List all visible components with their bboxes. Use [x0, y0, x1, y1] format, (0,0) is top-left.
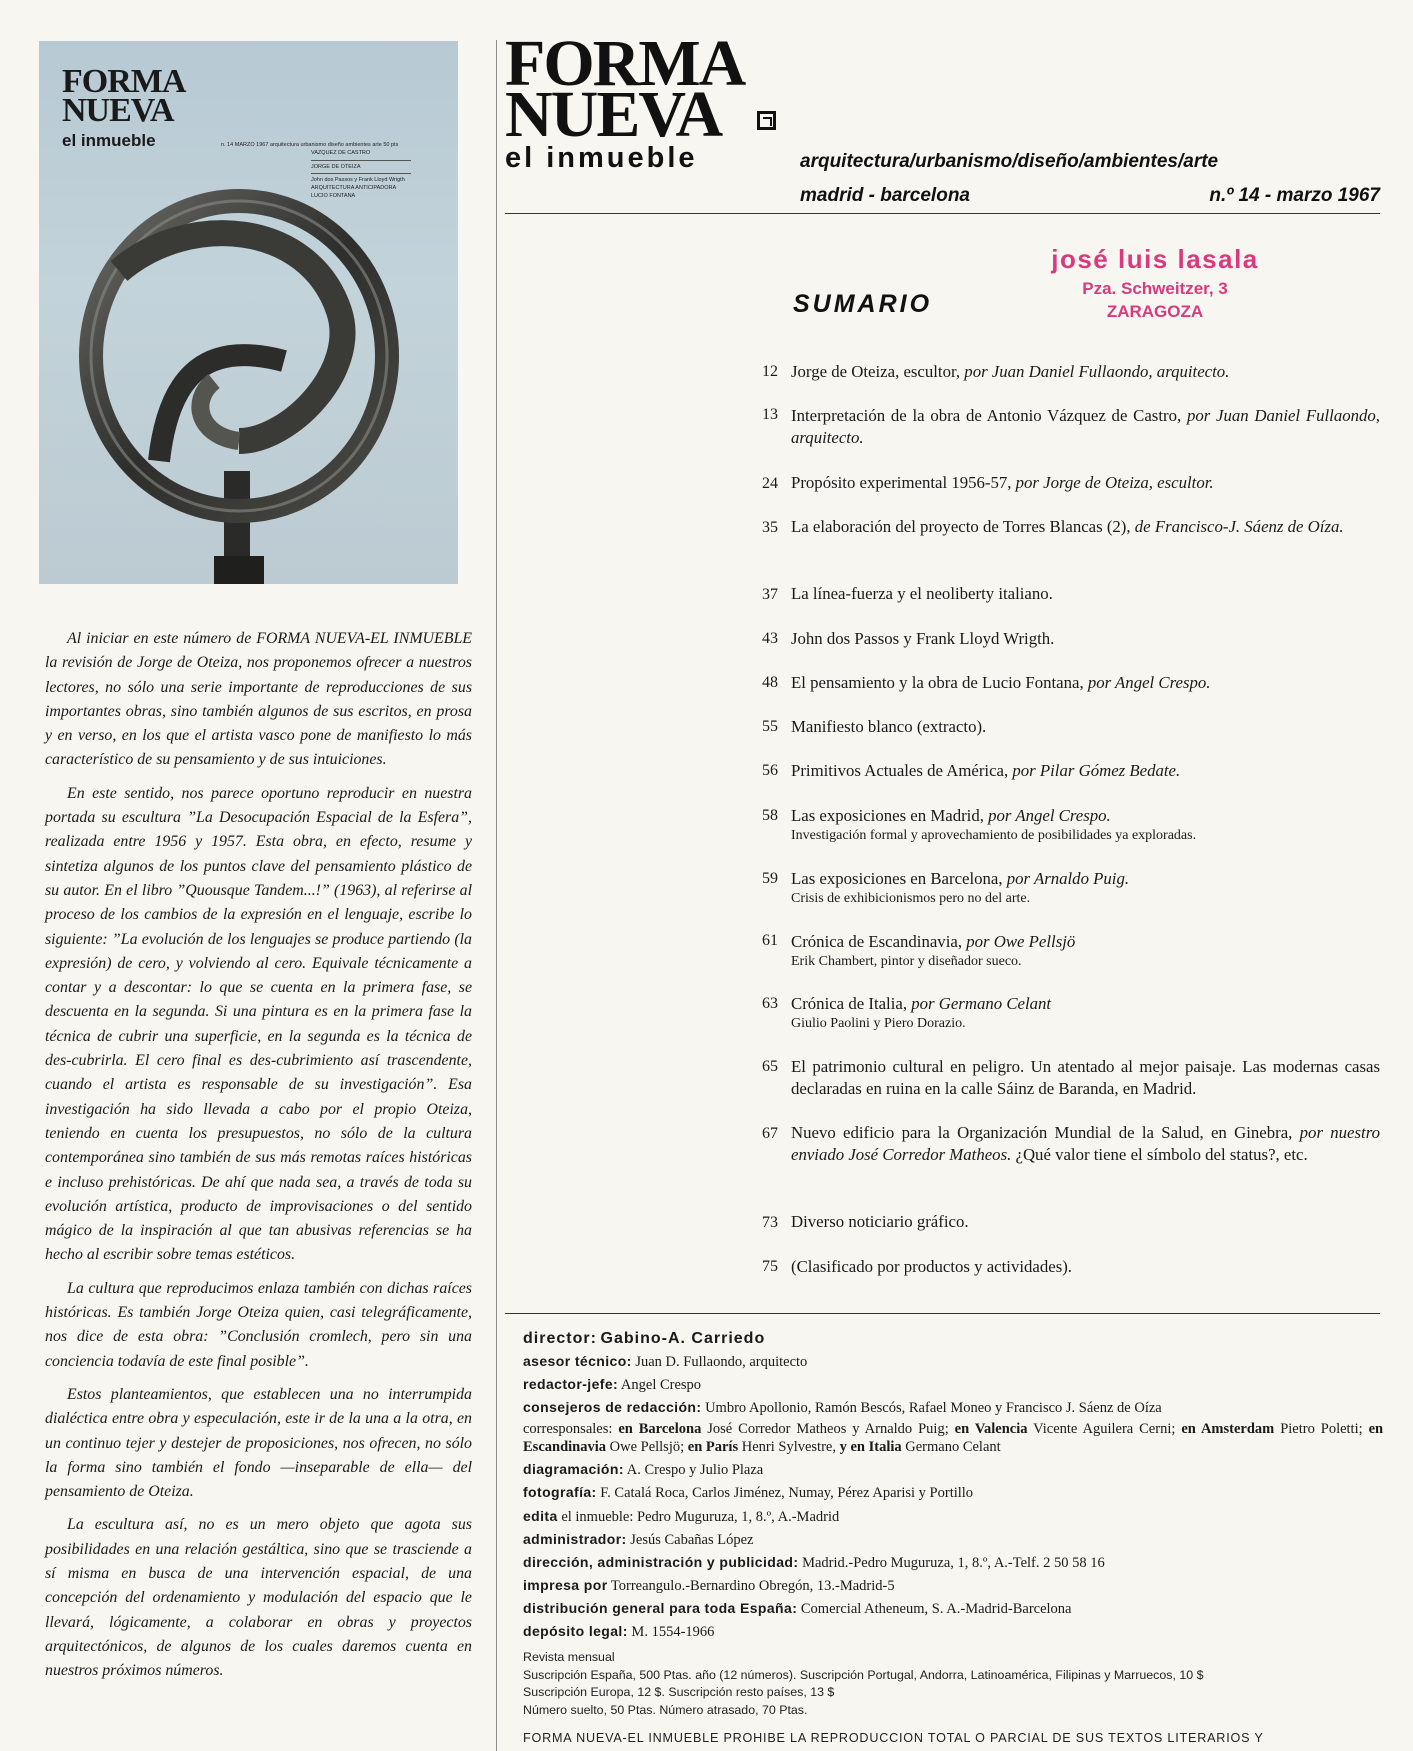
credit-asesor: [523, 1350, 1383, 1373]
cover-meta: [221, 141, 451, 201]
credit-label: redactor-jefe:: [523, 1376, 619, 1393]
toc-page: 43: [762, 630, 778, 647]
credit-corresponsales: [523, 1419, 1383, 1458]
toc-title: Las exposiciones en Barcelona,: [791, 869, 1003, 888]
credit-place: en Escandinavia: [523, 1421, 1384, 1456]
toc-author: por Jorge de Oteiza, escultor.: [1011, 473, 1214, 492]
toc-title: El patrimonio cultural en peligro. Un atentado al mejor paisaje. Las modernas casas declaradas en ruina en la calle Sáinz de Baranda, en Madrid.: [791, 1057, 1380, 1098]
credit-value: Umbro Apollonio, Ramón Bescós, Rafael Moneo y Francisco J. Sáenz de Oíza: [705, 1400, 1162, 1417]
toc-page: 35: [762, 519, 778, 536]
toc-subtitle: Giulio Paolini y Piero Dorazio.: [791, 1016, 966, 1031]
logo-mark-icon: [757, 111, 776, 130]
issue-number: n.º 14 - marzo 1967: [1209, 185, 1380, 206]
staff-credits: [523, 1328, 1383, 1643]
intro-paragraph: En este sentido, nos parece oportuno reproducir en nuestra portada su escultura ”La Desocupación Espacial de la Esfera”, realizada entre 1956 y 1957. Esta obra, en efecto, resume y sintetiza algunos de los puntos clave del pensamiento plástico de su autor. En el libro ”Quousque Tandem...!” (1963), al referirse al proceso de los cambios de la expresión en el lenguaje, escribe lo siguiente: ”La evolución de los lenguajes se produce partiendo (la expresión) de cero, y volviendo al cero. Equivale técnicamente a contar y a descontar: lo que se cuenta en la primera fase, se descuenta en la segunda. Si una pintura es en la primera fase la técnica de cubrir una superficie, en la segunda es la técnica de des-cubrirla. El cero final es des-cubrimiento así trascendente, cuando el artista es responsable de su investigación”. Esa investigación ha sido llevada a cabo por el propio Oteiza, teniendo en cuenta los presupuestos, no sólo de la cultura contemporánea sino también de sus más remotas raíces históricas e incluso prehistóricas. De ahí que nada sea, a través de toda su evolución artística, producto de improvisaciones o del sentido mágico de la inspiración al que tan abusivas referencias se ha hecho al escribir sobre temas estéticos.: [45, 784, 472, 1264]
toc-subtitle: Crisis de exhibicionismos pero no del arte.: [791, 891, 1031, 906]
toc-page: 48: [762, 674, 778, 691]
toc-page: 12: [762, 363, 778, 380]
credit-label: dirección, administración y publicidad:: [523, 1553, 799, 1570]
toc-author: por Pilar Gómez Bedate.: [1008, 761, 1181, 780]
toc-author: por Juan Daniel Fullaondo, arquitecto.: [960, 362, 1230, 381]
cover-logo-line1: FORMA: [62, 63, 186, 100]
masthead-rule: [505, 213, 1380, 214]
credit-value: Henri Sylvestre,: [741, 1439, 836, 1456]
toc-title: La línea-fuerza y el neoliberty italiano.: [791, 584, 1053, 603]
credit-consejeros: [523, 1396, 1383, 1419]
credit-value: A. Crespo y Julio Plaza: [626, 1462, 764, 1479]
toc-page: 63: [762, 995, 778, 1012]
toc-entry: [791, 361, 1380, 383]
toc-title: Nuevo edificio para la Organización Mundial de la Salud, en Ginebra,: [791, 1123, 1293, 1142]
toc-entry: [791, 1056, 1380, 1100]
cover-meta-line: John dos Passos y Frank Lloyd Wrigth: [311, 176, 405, 183]
credit-label: asesor técnico:: [523, 1353, 632, 1370]
intro-text: [45, 627, 472, 1692]
toc-entry: [791, 931, 1380, 971]
toc-entry: [791, 1122, 1380, 1166]
subscription-line: Suscripción España, 500 Ptas. año (12 números). Suscripción Portugal, Andorra, Latinoamérica, Filipinas y Marruecos, 10 $: [523, 1667, 1204, 1682]
credit-value: F. Catalá Roca, Carlos Jiménez, Numay, Pérez Aparisi y Portillo: [600, 1485, 974, 1502]
credit-value: M. 1554-1966: [631, 1624, 715, 1641]
credit-label: administrador:: [523, 1530, 627, 1547]
stamp-name: josé luis lasala: [1051, 244, 1259, 274]
masthead-logo: [505, 27, 745, 152]
credit-value: Jesús Cabañas López: [630, 1531, 754, 1548]
toc-page: 65: [762, 1058, 778, 1075]
credit-value: Comercial Atheneum, S. A.-Madrid-Barcelona: [800, 1600, 1072, 1617]
column-divider: [496, 40, 497, 1751]
toc-title: John dos Passos y Frank Lloyd Wrigth.: [791, 629, 1055, 648]
credit-label: consejeros de redacción:: [523, 1399, 702, 1416]
credit-place: en París: [687, 1439, 739, 1456]
subscription-line: Suscripción Europa, 12 $. Suscripción resto países, 13 $: [523, 1685, 835, 1700]
credit-label: fotografía:: [523, 1484, 597, 1501]
toc-page: 75: [762, 1258, 778, 1275]
toc-author: por nuestro enviado José Corredor Matheos.: [791, 1123, 1380, 1164]
credit-place: en Valencia: [954, 1421, 1028, 1438]
credit-label: corresponsales:: [523, 1421, 613, 1438]
credit-value: el inmueble: Pedro Muguruza, 1, 8.º, A.-Madrid: [561, 1508, 840, 1525]
credit-value: Angel Crespo: [620, 1377, 702, 1394]
toc-title: Crónica de Italia,: [791, 994, 908, 1013]
credit-label: director:: [523, 1330, 597, 1347]
credit-administrador: [523, 1528, 1383, 1551]
intro-paragraph: La cultura que reproducimos enlaza también con dichas raíces históricas. Es también Jorge Oteiza quien, casi telegráficamente, nos dice de esta obra: ”Conclusión cromlech, pero sin una conciencia todavía de este final posible”.: [45, 1279, 472, 1370]
credit-value: Torreangulo.-Bernardino Obregón, 13.-Madrid-5: [610, 1577, 895, 1594]
cover-logo: [62, 63, 186, 150]
intro-paragraph: Estos planteamientos, que establecen una no interrumpida dialéctica entre obra y especulación, este ir de la una a la otra, en un continuo tejer y destejer de proposiciones, nos ofrecen, no sólo la forma sino también el fondo —inseparable de ella— del pensamiento de Oteiza.: [45, 1385, 472, 1501]
credit-label: diagramación:: [523, 1461, 624, 1478]
credit-diagramacion: [523, 1458, 1383, 1481]
cover-image: [39, 41, 458, 584]
owner-stamp: [1030, 244, 1280, 322]
credit-direccion: [523, 1551, 1383, 1574]
toc-entry: [791, 868, 1380, 908]
sumario-heading: SUMARIO: [793, 290, 933, 318]
toc-author: por Arnaldo Puig.: [1002, 869, 1130, 888]
logo-subtitle: el inmueble: [505, 142, 698, 174]
toc-entry: [791, 628, 1380, 650]
intro-paragraph: Al iniciar en este número de FORMA NUEVA-EL INMUEBLE la revisión de Jorge de Oteiza, nos proponemos ofrecer a nuestros lectores, no sólo una serie importante de reproducciones de sus importantes obras, sino también algunos de sus escritos, en prosa y en verso, en los que el artista vasco pone de manifiesto lo más característico de su pensamiento y de sus intuiciones.: [45, 630, 472, 769]
toc-page: 67: [762, 1125, 778, 1142]
toc-title: El pensamiento y la obra de Lucio Fontana,: [791, 673, 1084, 692]
copyright-notice: FORMA NUEVA-EL INMUEBLE PROHIBE LA REPRODUCCION TOTAL O PARCIAL DE SUS TEXTOS LITERARIOS Y: [523, 1731, 1264, 1745]
credit-value: Owe Pellsjö;: [609, 1439, 685, 1456]
toc-entry: [791, 672, 1380, 694]
toc-entry: [791, 716, 1380, 738]
cover-meta-line: VAZQUEZ DE CASTRO: [311, 150, 371, 157]
toc-page: 24: [762, 475, 778, 492]
toc-page: 73: [762, 1214, 778, 1231]
toc-title: Manifiesto blanco (extracto).: [791, 717, 987, 736]
toc-entry: [791, 472, 1380, 494]
cover-logo-line2: NUEVA: [62, 91, 174, 129]
credit-edita: [523, 1505, 1383, 1528]
cover-meta-line: ARQUITECTURA ANTICIPADORA: [311, 185, 397, 191]
logo-line1: FORMA: [505, 27, 745, 100]
subscription-info: [523, 1649, 1383, 1719]
subscription-line: Revista mensual: [523, 1650, 615, 1664]
toc-page: 37: [762, 586, 778, 603]
cover-meta-line: n. 14 MARZO 1967 arquitectura urbanismo diseño ambientes arte 50 pts: [221, 142, 399, 148]
credit-value: Juan D. Fullaondo, arquitecto: [635, 1354, 808, 1371]
toc-subtitle: Investigación formal y aprovechamiento de posibilidades ya exploradas.: [791, 828, 1197, 843]
credit-redactor: [523, 1373, 1383, 1396]
credit-distribucion: [523, 1597, 1383, 1620]
credit-place: y en Italia: [839, 1439, 902, 1456]
credit-value: Gabino-A. Carriedo: [600, 1330, 766, 1347]
credit-deposito: [523, 1620, 1383, 1643]
credit-label: edita: [523, 1507, 558, 1524]
toc-title: Crónica de Escandinavia,: [791, 932, 963, 951]
toc-author: por Angel Crespo.: [1083, 673, 1211, 692]
credit-label: distribución general para toda España:: [523, 1599, 798, 1616]
toc-title: Propósito experimental 1956-57,: [791, 473, 1012, 492]
credit-label: depósito legal:: [523, 1623, 628, 1640]
toc-subtitle: Erik Chambert, pintor y diseñador sueco.: [791, 954, 1022, 969]
credit-director: [523, 1328, 1383, 1350]
cover-logo-line3: el inmueble: [62, 130, 156, 150]
toc-entry: [791, 993, 1380, 1033]
credit-value: Germano Celant: [905, 1439, 1001, 1456]
credit-value: José Corredor Matheos y Arnaldo Puig;: [707, 1421, 949, 1438]
toc-title: Diverso noticiario gráfico.: [791, 1212, 969, 1231]
toc-title: La elaboración del proyecto de Torres Blancas (2),: [791, 517, 1131, 536]
toc-title: Primitivos Actuales de América,: [791, 761, 1009, 780]
subscription-line: Número suelto, 50 Ptas. Número atrasado, 70 Ptas.: [523, 1702, 808, 1717]
toc-author: por Germano Celant: [907, 994, 1052, 1013]
stamp-street: Pza. Schweitzer, 3: [1082, 279, 1228, 298]
credit-impresa: [523, 1574, 1383, 1597]
credit-place: en Amsterdam: [1181, 1421, 1275, 1438]
toc-page: 55: [762, 718, 778, 735]
toc-title: Interpretación de la obra de Antonio Vázquez de Castro,: [791, 406, 1182, 425]
credits-rule: [505, 1313, 1380, 1314]
stamp-city: ZARAGOZA: [1106, 302, 1204, 321]
credit-value: Vicente Aguilera Cerni;: [1033, 1421, 1176, 1438]
credit-value: Madrid.-Pedro Muguruza, 1, 8.º, A.-Telf. 2 50 58 16: [802, 1554, 1105, 1571]
toc-entry: [791, 805, 1380, 845]
cover-meta-line: LUCIO FONTANA: [311, 193, 356, 200]
toc-title-cont: ¿Qué valor tiene el símbolo del status?, etc.: [1011, 1145, 1308, 1164]
toc-entry: [791, 1211, 1380, 1233]
toc-entry: [791, 583, 1380, 605]
intro-paragraph: La escultura así, no es un mero objeto que agota sus posibilidades en una relación gestáltica, sino que se trasciende a sí misma en busca de una intervención espacial, de una concepción del ordenamiento y modulación del espacio que le llevará, lógicamente, a colaborar en obras y proyectos arquitectónicos, de algunos de los cuales daremos cuenta en nuestros próximos números.: [45, 1516, 472, 1680]
city-line: madrid - barcelona: [800, 185, 970, 206]
toc-page: 61: [762, 932, 778, 949]
toc-entry: [791, 1256, 1380, 1278]
toc-page: 13: [762, 406, 778, 423]
toc-entry: [791, 760, 1380, 782]
toc-page: 58: [762, 807, 778, 824]
cover-meta-line: JORGE DE OTEIZA: [311, 163, 361, 170]
credit-place: en Barcelona: [618, 1421, 702, 1438]
toc-title: (Clasificado por productos y actividades).: [791, 1257, 1073, 1276]
credit-fotografia: [523, 1481, 1383, 1504]
toc-page: 59: [762, 870, 778, 887]
tagline: arquitectura/urbanismo/diseño/ambientes/arte: [800, 151, 1219, 172]
toc-page: 56: [762, 762, 778, 779]
toc-author: por Juan Daniel Fullaondo, arquitecto.: [791, 406, 1380, 447]
toc-author: por Owe Pellsjö: [962, 932, 1076, 951]
credit-label: impresa por: [523, 1576, 608, 1593]
toc-entry: [791, 516, 1380, 538]
toc-author: de Francisco-J. Sáenz de Oíza.: [1130, 517, 1344, 536]
credit-value: Pietro Poletti;: [1280, 1421, 1363, 1438]
logo-line2-text: NUEVA: [505, 78, 722, 152]
toc-title: Las exposiciones en Madrid,: [791, 806, 984, 825]
logo-line2: [505, 78, 744, 152]
toc-author: por Angel Crespo.: [983, 806, 1111, 825]
toc-title: Jorge de Oteiza, escultor,: [791, 362, 961, 381]
toc-entry: [791, 405, 1380, 449]
